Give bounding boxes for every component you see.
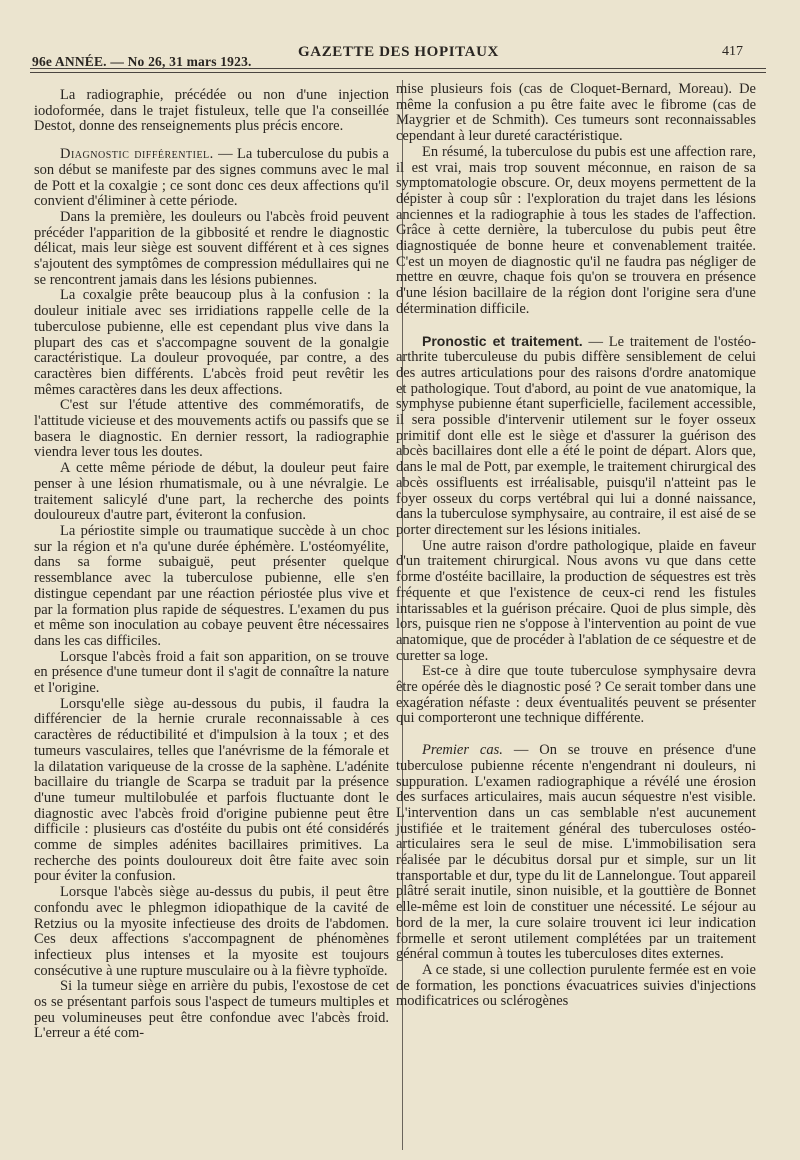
right-column (396, 82, 756, 1010)
paragraph: Est-ce à dire que toute tuberculose symphysaire devra être opérée dès le diagnostic posé ? Ce serait tomber dans une exagération néfaste : deux éventualités peuvent se présenter qui comporteront une technique différente. (396, 663, 756, 727)
paragraph: La radiographie, précédée ou non d'une injection iodoformée, dans le trajet fistuleux, telle que l'a conseillée Destot, donne des renseignements plus précis encore. (34, 87, 389, 135)
section-differential-diagnosis: Diagnostic différentiel. — La tuberculose du pubis a son début se manifeste par des signes communs avec le mal de Pott et la coxalgie ; ce sont donc ces deux affections qu'il convient d'éliminer à cette période. (34, 146, 389, 210)
left-column (34, 88, 389, 1042)
header-rule-top (30, 68, 766, 69)
header-rule-bottom (30, 72, 766, 73)
paragraph: Lorsque l'abcès froid a fait son apparition, on se trouve en présence d'une tumeur dont il s'agit de connaître la nature et l'origine. (34, 648, 389, 697)
paragraph: Lorsque l'abcès siège au-dessus du pubis, il peut être confondu avec le phlegmon idiopathique de la cavité de Retzius ou la myosite infectieuse des droits de l'abdomen. Ces deux affections s'accompagnent de phénomènes infectieux plus intenses et la myosite est toujours consécutive à une rupture musculaire ou à la fièvre typhoïde. (34, 884, 389, 979)
paragraph: La périostite simple ou traumatique succède à un choc sur la région et n'a qu'une durée éphémère. L'ostéomyélite, dans sa forme subaiguë, peut présenter quelque ressemblance avec la tuberculose pubienne, elle s'en distingue cependant par une réaction périostée plus vive et par la formation plus rapide de séquestres. L'examen du pus et même son inoculation au cobaye peuvent être nécessaires dans les cas difficiles. (34, 522, 389, 649)
paragraph: La coxalgie prête beaucoup plus à la confusion : la douleur initiale avec ses irridiations rappelle celle de la tuberculose pubienne, elle est cependant plus vive dans la plupart des cas et s'accompagne souvent de la gonalgie caractéristique. La douleur provoquée, par contre, a des caractères bien différents. L'abcès froid peut revêtir les mêmes caractères dans les deux affections. (34, 287, 389, 398)
paragraph: En résumé, la tuberculose du pubis est une affection rare, il est vrai, mais trop souvent méconnue, en raison de sa symptomatologie obscure. Or, deux moyens permettent de la dépister à coup sûr : l'exploration du trajet dans les lésions anciennes et la radiographie à tous les stades de l'affection. Grâce à cette dernière, la tuberculose du pubis peut être diagnostiquée de bonne heure et convenablement traitée. C'est un moyen de diagnostic qu'il ne faudra pas négliger de mettre en œuvre, chaque fois qu'on se trouvera en présence d'une lésion bacillaire de la région dont l'origine sera d'une détermination difficile. (396, 143, 756, 317)
paragraph: Si la tumeur siège en arrière du pubis, l'exostose de cet os se présentant parfois sous l'aspect de tumeurs multiples et peu volumineuses peut être confondue avec l'abcès froid. L'erreur a été com- (34, 978, 389, 1042)
section-prognosis-treatment: Pronostic et traitement. — Le traitement de l'ostéo-arthrite tuberculeuse du pubis diffère sensiblement de celui des autres articulations pour des raisons d'ordre anatomique et pathologique. Tout d'abord, au point de vue anatomique, la symphyse pubienne étant superficielle, facilement accessible, il sera possible d'intervenir utilement sur le foyer osseux primitif dont elle est le siège et d'assurer la guérison des abcès bacillaires dont elle a été le point de départ. Alors que, dans le mal de Pott, par exemple, le traitement chirurgical des abcès ossifluents est irréalisable, puisqu'il n'atteint pas le foyer osseux du corps vertébral qui lui a donné naissance, dans la tuberculose symphysaire, au contraire, il est aisé de se porter directement sur les lésions initiales. (396, 332, 756, 538)
paragraph: C'est sur l'étude attentive des commémoratifs, de l'attitude vicieuse et des mouvements actifs ou passifs que se basera le diagnostic. En dernier ressort, la radiographie viendra lever tous les doutes. (34, 397, 389, 461)
issue-line: 96e ANNÉE. — No 26, 31 mars 1923. (32, 54, 252, 69)
journal-title: GAZETTE DES HOPITAUX (298, 44, 499, 60)
paragraph: Une autre raison d'ordre pathologique, plaide en faveur d'un traitement chirurgical. Nous avons vu que dans cette forme d'ostéite bacillaire, la production de séquestres est très fréquente et que l'existence de ceux-ci rend les fistules intarissables et la guérison précaire. Quoi de plus simple, dès lors, puisque rien ne s'oppose à l'intervention au point de vue anatomique, que de procéder à l'ablation de ce séquestre et de curetter sa loge. (396, 537, 756, 664)
paragraph: Lorsqu'elle siège au-dessous du pubis, il faudra la différencier de la hernie crurale reconnaissable à ces caractères de réductibilité et d'impulsion à la toux ; et des tumeurs vasculaires, telles que l'anévrisme de la fémorale et la dilatation variqueuse de la crosse de la saphène. L'adénite bacillaire du triangle de Scarpa se traduit par la présence d'une tumeur multilobulée et parfois fluctuante dont le diagnostic avec l'abcès froid d'origine pubienne peut être difficile : plusieurs cas d'ostéite du pubis ont été considérés comme de simples adénites bacillaires primitives. La recherche des points douloureux doit être faite avec soin pour éviter la confusion. (34, 695, 389, 885)
paragraph: A ce stade, si une collection purulente fermée est en voie de formation, les ponctions évacuatrices suivies d'injections modificatrices ou sclérogènes (396, 961, 756, 1010)
paragraph: Dans la première, les douleurs ou l'abcès froid peuvent précéder l'apparition de la gibbosité et rendre le diagnostic délicat, mais leur siège est souvent différent et à ces signes s'ajoutent des symptômes de compression médullaires qui ne se rencontrent jamais dans les lésions pubiennes. (34, 208, 389, 288)
page-number: 417 (722, 44, 743, 59)
paragraph: A cette même période de début, la douleur peut faire penser à une lésion rhumatismale, ou à une névralgie. Le traitement salicylé d'une part, la recherche des points douloureux d'autre part, éviteront la confusion. (34, 460, 389, 524)
section-first-case: Premier cas. — On se trouve en présence d'une tuberculose pubienne récente n'engendrant ni douleurs, ni suppuration. L'examen radiographique a révélé une érosion des surfaces articulaires, mais aucun séquestre n'est visible. L'intervention dans un cas semblable n'est aucunement justifiée et le traitement général des tuberculoses ostéo-articulaires sera le seul de mise. L'immobilisation sera réalisée par le décubitus dorsal pur et simple, sur un lit transportable et dur, type du lit de Lannelongue. Tout appareil plâtré serait inutile, sinon nuisible, et la gouttière de Bonnet elle-même est loin de constituer une nécessité. Le séjour au bord de la mer, la cure solaire trouvent ici leur indication formelle et seront utilement complétées par un traitement général commun à toutes les tuberculoses dites externes. (396, 742, 756, 963)
paragraph: mise plusieurs fois (cas de Cloquet-Bernard, Moreau). De même la confusion a pu être faite avec le fibrome (cas de Maygrier et de Schmith). Ces tumeurs sont reconnaissables cependant à leur dureté caractéristique. (396, 81, 756, 145)
